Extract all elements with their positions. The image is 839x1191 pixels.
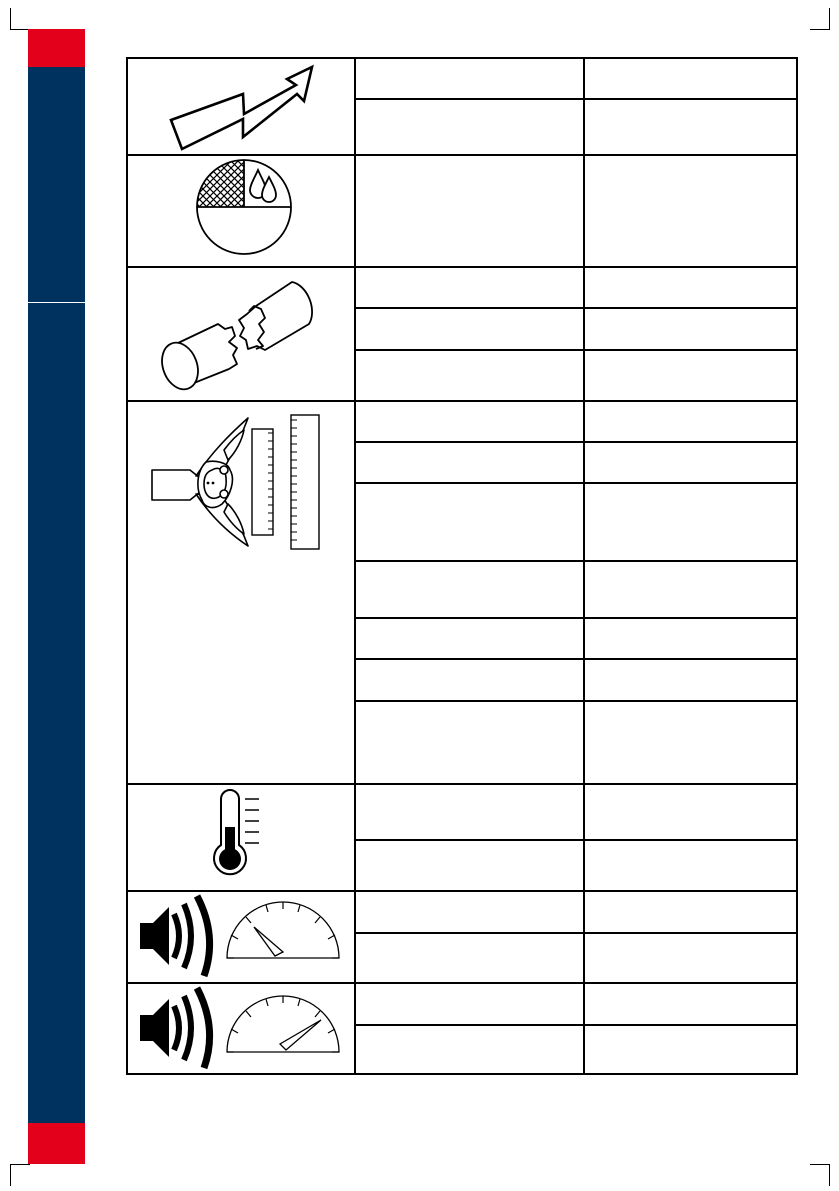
- broken-pipe-icon-cell: [126, 266, 354, 400]
- lightning-arrow-icon: [126, 57, 354, 154]
- row-label: [355, 402, 583, 441]
- row-value: [584, 619, 796, 658]
- broken-pipe-icon: [126, 266, 354, 400]
- crop-mark: [829, 8, 830, 30]
- row-value: [584, 268, 796, 307]
- crop-mark: [10, 29, 30, 30]
- spec-table: [126, 57, 798, 1075]
- row-value: [584, 660, 796, 700]
- row-value: [584, 443, 796, 482]
- thermometer-icon-cell: [126, 783, 354, 890]
- row-label: [355, 351, 583, 400]
- row-value: [584, 562, 796, 617]
- row-value: [584, 100, 796, 154]
- row-value: [584, 841, 796, 890]
- row-label: [355, 841, 583, 890]
- row-label: [355, 268, 583, 307]
- row-value: [584, 892, 796, 932]
- sound-level-low-icon: [126, 982, 354, 1075]
- cutting-jaws-icon-cell: [126, 400, 354, 783]
- row-label: [355, 443, 583, 482]
- row-label: [355, 660, 583, 700]
- sound-level-high-icon: [126, 890, 354, 982]
- side-bar-red-bottom: [28, 1123, 85, 1164]
- sound-low-icon-cell: [126, 982, 354, 1075]
- crop-mark: [810, 29, 830, 30]
- side-color-bar: [28, 29, 85, 1164]
- row-value: [584, 309, 796, 349]
- row-value: [584, 702, 796, 783]
- crop-mark: [10, 1164, 30, 1165]
- cutting-jaws-icon: [126, 400, 354, 560]
- row-value: [584, 484, 796, 560]
- row-label: [355, 702, 583, 783]
- thermometer-icon: [126, 783, 354, 890]
- row-label: [355, 892, 583, 932]
- row-label: [355, 562, 583, 617]
- sound-high-icon-cell: [126, 890, 354, 982]
- row-value: [584, 984, 796, 1024]
- row-value: [584, 402, 796, 441]
- row-value: [584, 1026, 796, 1073]
- humidity-chart-icon: [126, 154, 354, 266]
- row-label: [355, 156, 583, 266]
- row-label: [355, 934, 583, 982]
- crop-mark: [10, 1164, 11, 1186]
- humidity-icon-cell: [126, 154, 354, 266]
- row-value: [584, 59, 796, 98]
- row-value: [584, 785, 796, 839]
- crop-mark: [10, 8, 11, 30]
- row-label: [355, 984, 583, 1024]
- side-bar-divider: [28, 302, 85, 303]
- side-bar-red-top: [28, 29, 85, 67]
- row-label: [355, 484, 583, 560]
- row-label: [355, 785, 583, 839]
- crop-mark: [829, 1164, 830, 1186]
- row-value: [584, 934, 796, 982]
- row-label: [355, 59, 583, 98]
- row-label: [355, 619, 583, 658]
- row-label: [355, 309, 583, 349]
- row-value: [584, 351, 796, 400]
- row-value: [584, 156, 796, 266]
- crop-mark: [810, 1164, 830, 1165]
- row-label: [355, 1026, 583, 1073]
- row-label: [355, 100, 583, 154]
- power-icon-cell: [126, 57, 354, 154]
